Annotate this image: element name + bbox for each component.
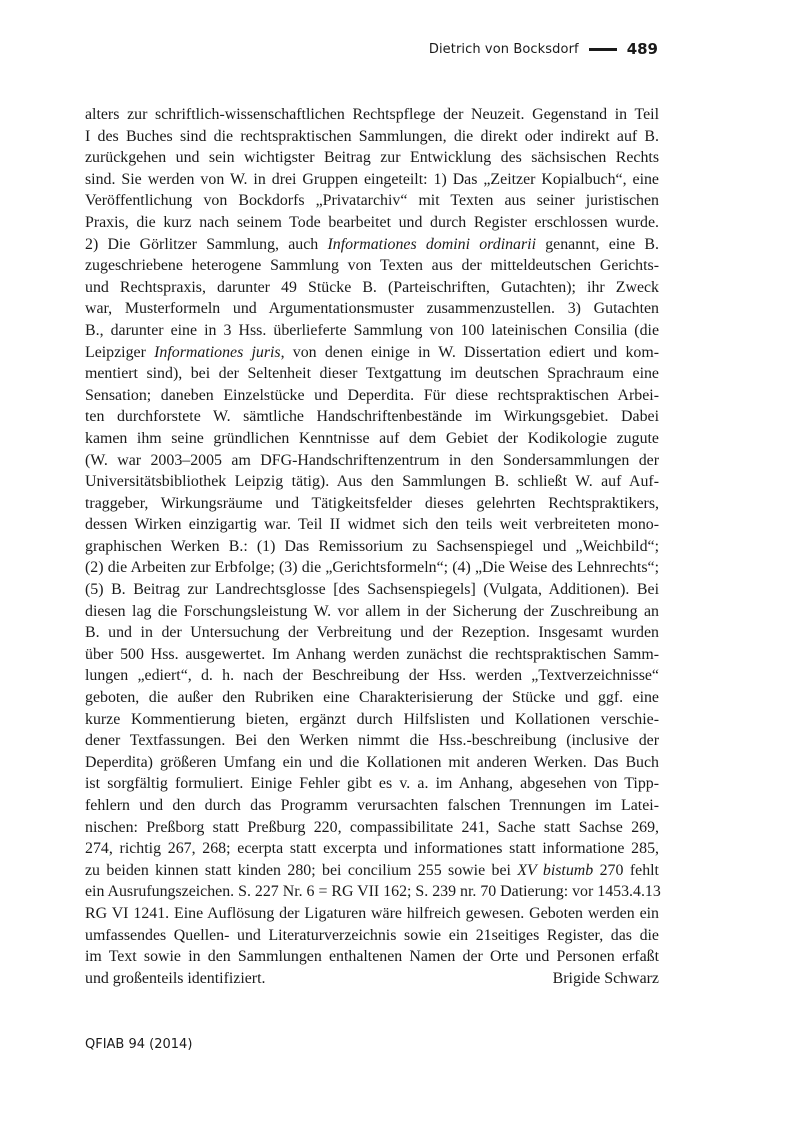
text-line: Veröffentlichung von Bockdorfs „Privatarchiv“ mit Texten aus seiner juristischen xyxy=(85,192,659,210)
text-line: nischen: Preßborg statt Preßburg 220, compassibilitate 241, Sache statt Sachse 269, xyxy=(85,818,659,836)
text-line: (5) B. Beitrag zur Landrechtsglosse [des Sachsenspiegels] (Vulgata, Additionen). Bei xyxy=(85,581,659,599)
text-line: und Rechtspraxis, darunter 49 Stücke B. (Parteischriften, Gutachten); ihr Zweck xyxy=(85,278,659,296)
text-line: ten durchforstete W. sämtliche Handschriftenbestände im Wirkungsgebiet. Dabei xyxy=(85,408,659,426)
text-line: zu beiden kinnen statt kinden 280; bei concilium 255 sowie bei XV bistumb 270 fehlt xyxy=(85,861,659,879)
body-text xyxy=(85,104,659,989)
text-line: im Text sowie in den Sammlungen enthaltenen Namen der Orte und Personen erfaßt xyxy=(85,948,659,966)
text-line: Universitätsbibliothek Leipzig tätig). Aus den Sammlungen B. schließt W. auf Auf- xyxy=(85,473,659,491)
text-line: war, Musterformeln und Argumentationsmuster zusammenzustellen. 3) Gutachten xyxy=(85,300,659,318)
text-line: 274, richtig 267, 268; ecerpta statt excerpta und informationes statt informatione 285, xyxy=(85,840,659,858)
text-line: alters zur schriftlich-wissenschaftlichen Rechtspflege der Neuzeit. Gegenstand in Teil xyxy=(85,106,659,123)
text-line: I des Buches sind die rechtspraktischen Sammlungen, die direkt oder indirekt auf B. xyxy=(85,127,659,145)
text-line: Praxis, die kurz nach seinem Tode bearbeitet und durch Register erschlossen wurde. xyxy=(85,213,659,231)
running-head xyxy=(429,40,658,58)
reviewer-name: Brigide Schwarz xyxy=(552,969,659,987)
text-line: Deperdita) größeren Umfang ein und die Kollationen mit anderen Werken. Das Buch xyxy=(85,753,659,771)
text-line: (2) die Arbeiten zur Erbfolge; (3) die „Gerichtsformeln“; (4) „Die Weise des Lehnrechts“; xyxy=(85,559,659,577)
text-line: traggeber, Wirkungsräume und Tätigkeitsfelder dieses gelehrten Rechtspraktikers, xyxy=(85,494,659,512)
italic-title: Informationes juris xyxy=(154,343,281,361)
page-number: 489 xyxy=(626,40,658,58)
journal-footer: QFIAB 94 (2014) xyxy=(85,1037,193,1052)
text-line: kamen ihm seine gründlichen Kenntnisse auf dem Gebiet der Kodikologie zugute xyxy=(85,429,659,447)
text-line: RG VI 1241. Eine Auflösung der Ligaturen wäre hilfreich gewesen. Geboten werden ein xyxy=(85,904,659,922)
text-line: (W. war 2003–2005 am DFG-Handschriftenzentrum in den Sondersammlungen der xyxy=(85,451,659,469)
text-line: mentiert sind), bei der Seltenheit dieser Textgattung im deutschen Sprachraum eine xyxy=(85,365,659,383)
text-line: diesen lag die Forschungsleistung W. vor allem in der Sicherung der Zuschreibung an xyxy=(85,602,659,620)
italic-title: XV bistumb xyxy=(517,861,594,879)
running-title: Dietrich von Bocksdorf xyxy=(428,41,579,57)
text-line: zugeschriebene heterogene Sammlung von Texten aus der mitteldeutschen Gerichts- xyxy=(85,257,659,275)
text-line: geboten, die außer den Rubriken eine Charakterisierung der Stücke und ggf. eine xyxy=(85,689,659,707)
italic-title: Informationes domini ordinarii xyxy=(327,235,537,253)
text-line: graphischen Werken B.: (1) Das Remissorium zu Sachsenspiegel und „Weichbild“; xyxy=(85,537,659,555)
text-line: umfassendes Quellen- und Literaturverzeichnis sowie ein 21seitiges Register, das die xyxy=(85,926,659,944)
text-line: fehlern und den durch das Programm verursachten falschen Trennungen im Latei- xyxy=(85,797,659,814)
text-line: sind. Sie werden von W. in drei Gruppen eingeteilt: 1) Das „Zeitzer Kopialbuch“, eine xyxy=(85,170,659,188)
text-line: Sensation; daneben Einzelstücke und Deperdita. Für diese rechtspraktischen Arbei- xyxy=(85,386,659,404)
text-line: zurückgehen und sein wichtigster Beitrag zur Entwicklung des sächsischen Rechts xyxy=(85,149,659,167)
text-line: B., darunter eine in 3 Hss. überlieferte Sammlung von 100 lateinischen Consilia (die xyxy=(85,321,659,339)
text-line: dessen Wirken einzigartig war. Teil II widmet sich den teils weit verbreiteten mono- xyxy=(85,516,659,534)
closing-line xyxy=(85,968,659,990)
text-line: ist sorgfältig formuliert. Einige Fehler gibt es v. a. im Anhang, abgesehen von Tipp- xyxy=(85,775,659,793)
text-line: B. und in der Untersuchung der Verbreitung und der Rezeption. Insgesamt wurden xyxy=(85,624,659,642)
closing-text: und großenteils identifiziert. xyxy=(85,969,266,987)
text-line: Leipziger Informationes juris, von denen einige in W. Dissertation ediert und kom- xyxy=(85,343,659,361)
text-line: 2) Die Görlitzer Sammlung, auch Informationes domini ordinarii genannt, eine B. xyxy=(85,235,659,253)
text-line: über 500 Hss. ausgewertet. Im Anhang werden zunächst die rechtspraktischen Samm- xyxy=(85,645,659,663)
text-line: ein Ausrufungszeichen. S. 227 Nr. 6 = RG VII 162; S. 239 nr. 70 Datierung: vor 1453.4.13 xyxy=(85,883,661,901)
text-line: dener Textfassungen. Bei den Werken nimmt die Hss.-beschreibung (inclusive der xyxy=(85,732,659,750)
text-line: kurze Kommentierung bieten, ergänzt durch Hilfslisten und Kollationen verschie- xyxy=(85,710,659,728)
text-line: lungen „ediert“, d. h. nach der Beschreibung der Hss. werden „Textverzeichnisse“ xyxy=(85,667,659,685)
header-rule xyxy=(589,48,617,51)
